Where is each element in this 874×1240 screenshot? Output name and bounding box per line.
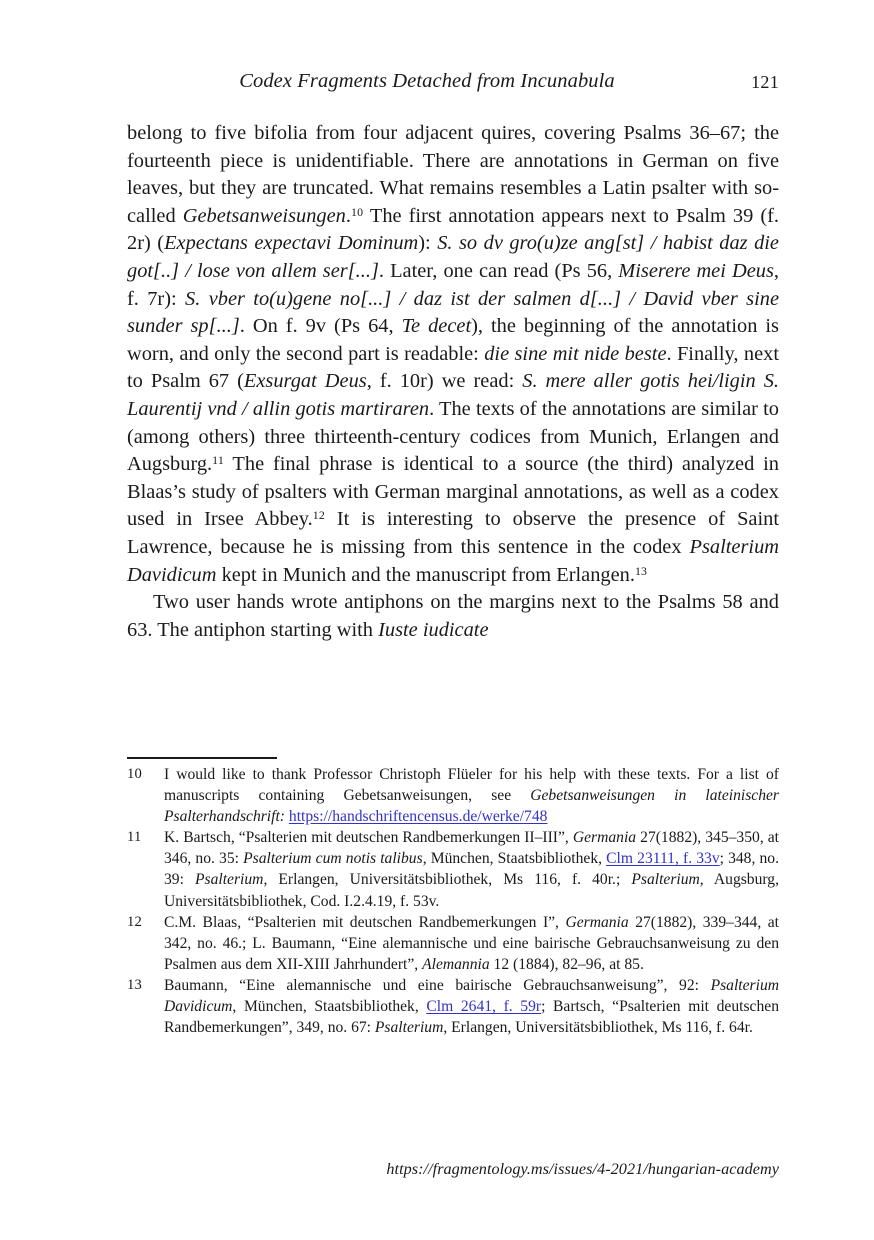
italic-run: Psalterium cum notis talibus <box>243 850 423 868</box>
text-run: 27(1882), 339–344, at 342, no. 46.; L. Baumann, “Eine alemannische und eine bairische Gebrauchsanweisung zu den Psalmen aus dem XII-XIII Jahrhundert”, <box>164 913 779 973</box>
italic-run: Germania <box>565 913 629 931</box>
text-run: The final phrase is identical to a source (the third) analyzed in Blaas’s study of psalters with German marginal annotations, as well as a codex used in Irsee Abbey. <box>127 453 779 531</box>
running-header <box>127 70 779 100</box>
footnote-number: 13 <box>127 976 142 993</box>
text-run: kept in Munich and the manuscript from Erlangen. <box>216 563 635 586</box>
italic-run: Psalterium Davidicum <box>127 535 779 586</box>
italic-run: Exsurgat Deus <box>243 370 367 393</box>
text-run: , Erlangen, Universitätsbibliothek, Ms 116, f. 64r. <box>443 1019 753 1037</box>
footnote-marker[interactable]: 10 <box>350 204 364 219</box>
italic-run: Iuste iudicate <box>378 618 489 641</box>
italic-run: S. vber to(u)gene no[...] / daz ist der salmen d[...] / David vber sine sunder sp[...] <box>127 287 779 338</box>
italic-run: Psalterium <box>195 871 264 889</box>
footnote-marker[interactable]: 11 <box>212 452 224 467</box>
page-footer-url: https://fragmentology.ms/issues/4-2021/hungarian-academy <box>386 1160 779 1178</box>
text-run: 27(1882), 345–350, at 346, no. 35: <box>164 829 780 868</box>
italic-run: die sine mit nide beste <box>484 342 667 365</box>
text-run: I would like to thank Professor Christoph Flüeler for his help with these texts. For a list of manuscripts containing Gebetsanweisungen, see <box>164 766 779 805</box>
italic-run: Expectans expectavi Dominum <box>164 232 419 255</box>
text-run: It is interesting to observe the presence of Saint Lawrence, because he is missing from this sentence in the codex <box>127 508 779 558</box>
page-number: 121 <box>751 72 779 92</box>
italic-run: Gebetsanweisungen in lateinischer Psalterhandschrift: <box>164 787 779 826</box>
text-run: . On f. 9v (Ps 64, <box>239 315 402 338</box>
text-run: , Augsburg, Universitätsbibliothek, Cod. I.2.4.19, f. 53v. <box>164 871 780 910</box>
text-run: . Later, one can read (Ps 56, <box>378 259 619 282</box>
hyperlink[interactable]: https://handschriftencensus.de/werke/748 <box>288 808 548 826</box>
italic-run: Psalterium Davidicum <box>164 976 779 1016</box>
text-run: ), the beginning of the annotation is worn, and only the second part is readable: <box>127 315 779 365</box>
footnote-item <box>127 764 779 827</box>
footnote-marker[interactable]: 13 <box>634 563 648 578</box>
text-run: , f. 7r): <box>127 259 780 310</box>
text-run: K. Bartsch, “Psalterien mit deutschen Randbemerkungen II–III”, <box>164 829 573 847</box>
italic-run: Germania <box>572 829 637 847</box>
footnote-item <box>127 912 779 975</box>
text-run: ; Bartsch, “Psalterien mit deutschen Randbemerkungen”, 349, no. 67: <box>164 998 779 1037</box>
text-run: , München, Staatsbibliothek, <box>232 998 427 1016</box>
italic-run: Te decet <box>401 315 472 338</box>
text-run: , Erlangen, Universitätsbibliothek, Ms 116, f. 40r.; <box>263 871 632 889</box>
text-run: , München, Staatsbibliothek, <box>422 850 607 868</box>
body-paragraph-2 <box>127 589 779 644</box>
hyperlink[interactable]: Clm 23111, f. 33v <box>606 850 720 868</box>
body-text-column <box>127 120 779 644</box>
footnote-marker[interactable]: 12 <box>312 508 325 523</box>
text-run: The first annotation appears next to Psalm 39 (f. 2r) ( <box>127 204 779 255</box>
footnote-item <box>127 975 779 1038</box>
footnote-text <box>164 827 779 911</box>
text-run: C.M. Blaas, “Psalterien mit deutschen Randbemerkungen I”, <box>164 913 566 931</box>
text-run: Baumann, “Eine alemannische und eine bairische Gebrauchsanweisung”, 92: <box>164 976 711 994</box>
footnotes-section <box>127 764 779 1038</box>
italic-run: Psalterium <box>631 871 700 889</box>
text-run: . The texts of the annotations are similar to (among others) three thirteenth-century codices from Munich, Erlangen and Augsburg. <box>127 397 779 476</box>
footnote-item <box>127 827 779 911</box>
footnote-separator-rule <box>127 757 277 759</box>
footnote-text <box>164 975 779 1038</box>
text-run: 12 (1884), 82–96, at 85. <box>489 955 644 973</box>
italic-run: Alemannia <box>422 955 490 973</box>
text-run: . <box>345 204 351 227</box>
text-run: Two user hands wrote antiphons on the margins next to the Psalms 58 and 63. The antiphon starting with <box>127 591 779 641</box>
italic-run: Psalterium <box>374 1019 444 1037</box>
footnote-text <box>164 912 779 975</box>
hyperlink[interactable]: Clm 2641, f. 59r <box>426 998 542 1016</box>
italic-run: S. so dv gro(u)ze ang[st] / habist daz die got[..] / lose von allem ser[...] <box>127 232 779 282</box>
text-run: . Finally, next to Psalm 67 ( <box>127 342 779 393</box>
text-run: ): <box>418 232 438 255</box>
footnote-number: 12 <box>127 913 142 930</box>
text-run: , f. 10r) we read: <box>366 370 523 393</box>
body-paragraph-1 <box>127 120 779 589</box>
italic-run: Gebetsanweisungen <box>182 204 346 227</box>
footnote-text <box>164 764 779 827</box>
italic-run: S. mere aller gotis hei/ligin S. Laurentij vnd / allin gotis martiraren <box>127 370 780 420</box>
text-run: ; 348, no. 39: <box>164 850 779 889</box>
footnote-number: 11 <box>127 829 142 846</box>
text-run: belong to five bifolia from four adjacent quires, covering Psalms 36–67; the fourteenth piece is unidentifiable. There are annotations in German on five leaves, but they are truncated. What remains resembles a Latin psalter with so-called <box>127 122 779 227</box>
footnote-number: 10 <box>127 766 142 782</box>
running-header-title: Codex Fragments Detached from Incunabula <box>239 70 615 92</box>
italic-run: Miserere mei Deus <box>618 259 774 282</box>
